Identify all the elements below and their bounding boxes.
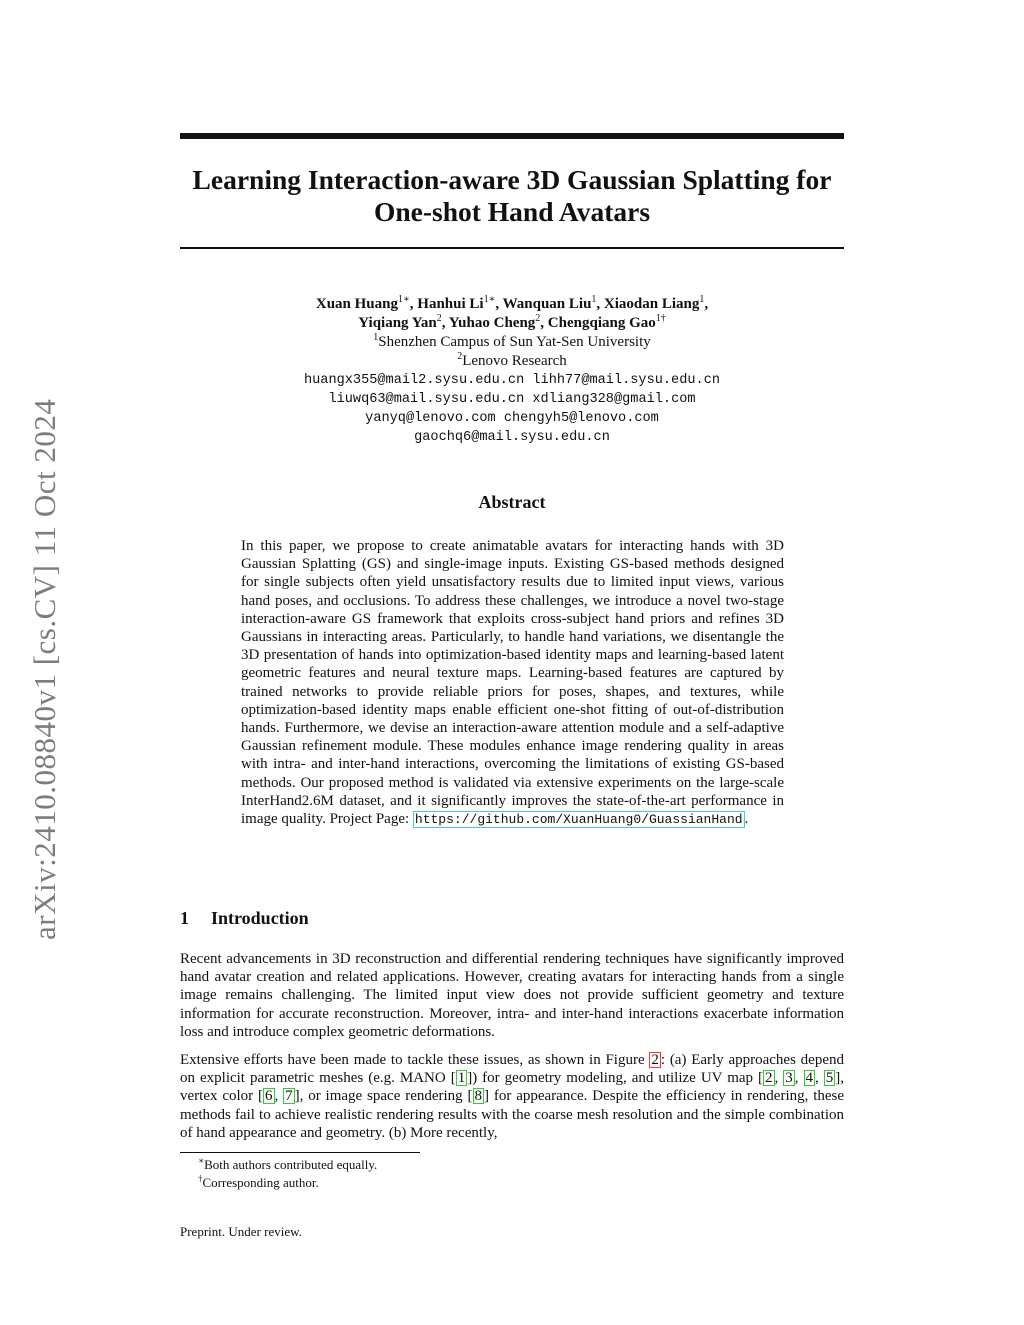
arxiv-identifier: arXiv:2410.08840v1 [cs.CV] 11 Oct 2024	[27, 398, 62, 940]
author-name: Yiqiang Yan	[358, 315, 437, 331]
citation-link[interactable]: 4	[805, 1070, 814, 1087]
footnote-mark: ∗	[198, 1155, 205, 1166]
paragraph-text: : (a) Early approaches depend on explicit parametric meshes (e.g. MANO [	[180, 1052, 845, 1087]
figure-reference-link[interactable]: 2	[651, 1052, 659, 1068]
citation-link[interactable]: 1	[457, 1070, 466, 1087]
title-top-rule	[180, 133, 844, 139]
preprint-footer: Preprint. Under review.	[180, 1224, 302, 1239]
citation-link[interactable]: 6	[265, 1088, 273, 1105]
affiliation-text: Shenzhen Campus of Sun Yat-Sen University	[378, 334, 651, 350]
author-affiliation-mark: 1	[591, 294, 597, 305]
citation-link[interactable]: 5	[825, 1070, 834, 1087]
affiliation-2	[180, 352, 844, 371]
footnote-text: Corresponding author.	[202, 1175, 319, 1190]
section-number: 1	[180, 908, 189, 928]
author-affiliation-mark: 2	[535, 313, 541, 324]
author-name: Yuhao Cheng	[448, 315, 536, 331]
footnote-text: Both authors contributed equally.	[204, 1157, 378, 1172]
email-line: yanyq@lenovo.com chengyh5@lenovo.com	[365, 411, 659, 426]
paragraph-text: ] for appearance. Despite the efficiency in rendering, these methods fail to achieve realistic rendering results with the coarse mesh resolution and the simple combination of hand appearance and geometry. (b) More recently,	[180, 1088, 845, 1141]
paper-title	[180, 164, 844, 228]
author-name: Xuan Huang	[315, 296, 398, 312]
citation-link[interactable]: 2	[765, 1070, 773, 1087]
project-page-link[interactable]: https://github.com/XuanHuang0/GuassianHand	[414, 812, 743, 828]
title-bottom-rule	[180, 247, 844, 249]
footnote-equal-contribution	[198, 1156, 377, 1174]
author-name: Chengqiang Gao	[547, 315, 656, 331]
author-name: Hanhui Li	[417, 296, 484, 312]
section-title: Introduction	[211, 908, 309, 928]
citation-link[interactable]: 3	[785, 1070, 793, 1087]
title-line-1: Learning Interaction-aware 3D Gaussian Splatting for	[192, 164, 832, 195]
abstract-end-period: .	[744, 811, 749, 828]
footnote-corresponding	[198, 1174, 377, 1192]
author-affiliation-mark: 2	[436, 313, 442, 324]
author-name: Xiaodan Liang	[603, 296, 700, 312]
author-names-line-1: Xuan Huang$^{1∗}$, Hanhui $Li^{1∗}$, Wanquan Liu$^1$, Xiaodan Liang$^1$,	[315, 294, 709, 312]
affiliation-mark: 2	[457, 351, 463, 362]
intro-paragraph-2: Extensive efforts have been made to tackle these issues, as shown in Figure 2 : (a) Early approaches depend on explicit parametric meshes (e.g. MANO [ 1 ]) for geometry modeling, and utilize UV map [ 2 , 3 , 4 , 5 ], vertex color [ 6 , 7 ], or image space rendering [ 8 ] for appearance. Despite the efficiency in rendering, these methods fail to achieve realistic rendering results with the coarse mesh resolution and the simple combination of hand appearance and geometry. (b) More recently,	[180, 1052, 845, 1141]
footnote-mark: †	[198, 1173, 203, 1184]
author-block	[180, 295, 844, 447]
paragraph-text: ]) for geometry modeling, and utilize UV map [	[467, 1070, 764, 1087]
author-affiliation-mark: 1∗	[483, 294, 496, 305]
affiliation-text: Lenovo Research	[462, 353, 567, 369]
intro-paragraph-1: Recent advancements in 3D reconstruction and differential rendering techniques have significantly improved hand avatar creation and related applications. However, creating avatars for interacting hands from a single image remains challenging. The limited input view does not provide sufficient geometry and texture information for accurate reconstruction. Moreover, intra- and inter-hand interactions exacerbate information loss and introduce complex geometric deformations.	[180, 951, 844, 1040]
abstract-heading: Abstract	[478, 492, 546, 512]
email-line: liuwq63@mail.sysu.edu.cn xdliang328@gmail.com	[328, 392, 696, 407]
abstract-text: In this paper, we propose to create animatable avatars for interacting hands with 3D Gaussian Splatting (GS) and single-image inputs. Existing GS-based methods designed for single subjects often yield unsatisfactory results due to limited input views, various hand poses, and occlusions. To address these challenges, we introduce a novel two-stage interaction-aware GS framework that exploits cross-subject hand priors and refines 3D Gaussians in interacting areas. Particularly, to handle hand variations, we disentangle the 3D presentation of hands into optimization-based identity maps and learning-based latent geometric features and neural texture maps. Learning-based features are captured by trained networks to provide reliable priors for poses, shapes, and textures, while optimization-based identity maps enable efficient one-shot fitting of out-of-distribution hands. Furthermore, we devise an interaction-aware attention module and a self-adaptive Gaussian refinement module. These modules enhance image rendering quality in areas with intra- and inter-hand interactions, overcoming the limitations of existing GS-based methods. Our proposed method is validated via extensive experiments on the large-scale InterHand2.6M dataset, and it significantly improves the state-of-the-art performance in image quality. Project Page:	[241, 538, 784, 828]
section-heading-introduction	[180, 908, 309, 929]
paragraph-text: ], or image space rendering [	[294, 1088, 473, 1105]
footnotes	[198, 1156, 377, 1192]
citation-link[interactable]: 8	[474, 1088, 483, 1105]
footnote-rule	[180, 1152, 420, 1153]
title-line-2: One-shot Hand Avatars	[373, 196, 651, 227]
author-name: Wanquan Liu	[502, 296, 592, 312]
paragraph-text: Extensive efforts have been made to tackle these issues, as shown in Figure	[180, 1052, 650, 1068]
author-affiliation-mark: 1∗	[397, 294, 410, 305]
abstract-body	[241, 537, 784, 829]
paragraph-text: ], vertex color [	[180, 1070, 845, 1105]
author-affiliation-mark: 1†	[655, 313, 666, 324]
affiliation-mark: 1	[373, 332, 379, 343]
email-line: gaochq6@mail.sysu.edu.cn	[414, 430, 610, 445]
email-line: huangx355@mail2.sysu.edu.cn lihh77@mail.sysu.edu.cn	[303, 373, 721, 388]
affiliation-1	[180, 333, 844, 352]
citation-link[interactable]: 7	[285, 1088, 293, 1105]
author-names-line-2: Yiqiang Yan$^2$, Yuhao Cheng$^2$, Chengqiang Gao$^{1\dagger}$	[358, 313, 666, 331]
author-affiliation-mark: 1	[699, 294, 705, 305]
